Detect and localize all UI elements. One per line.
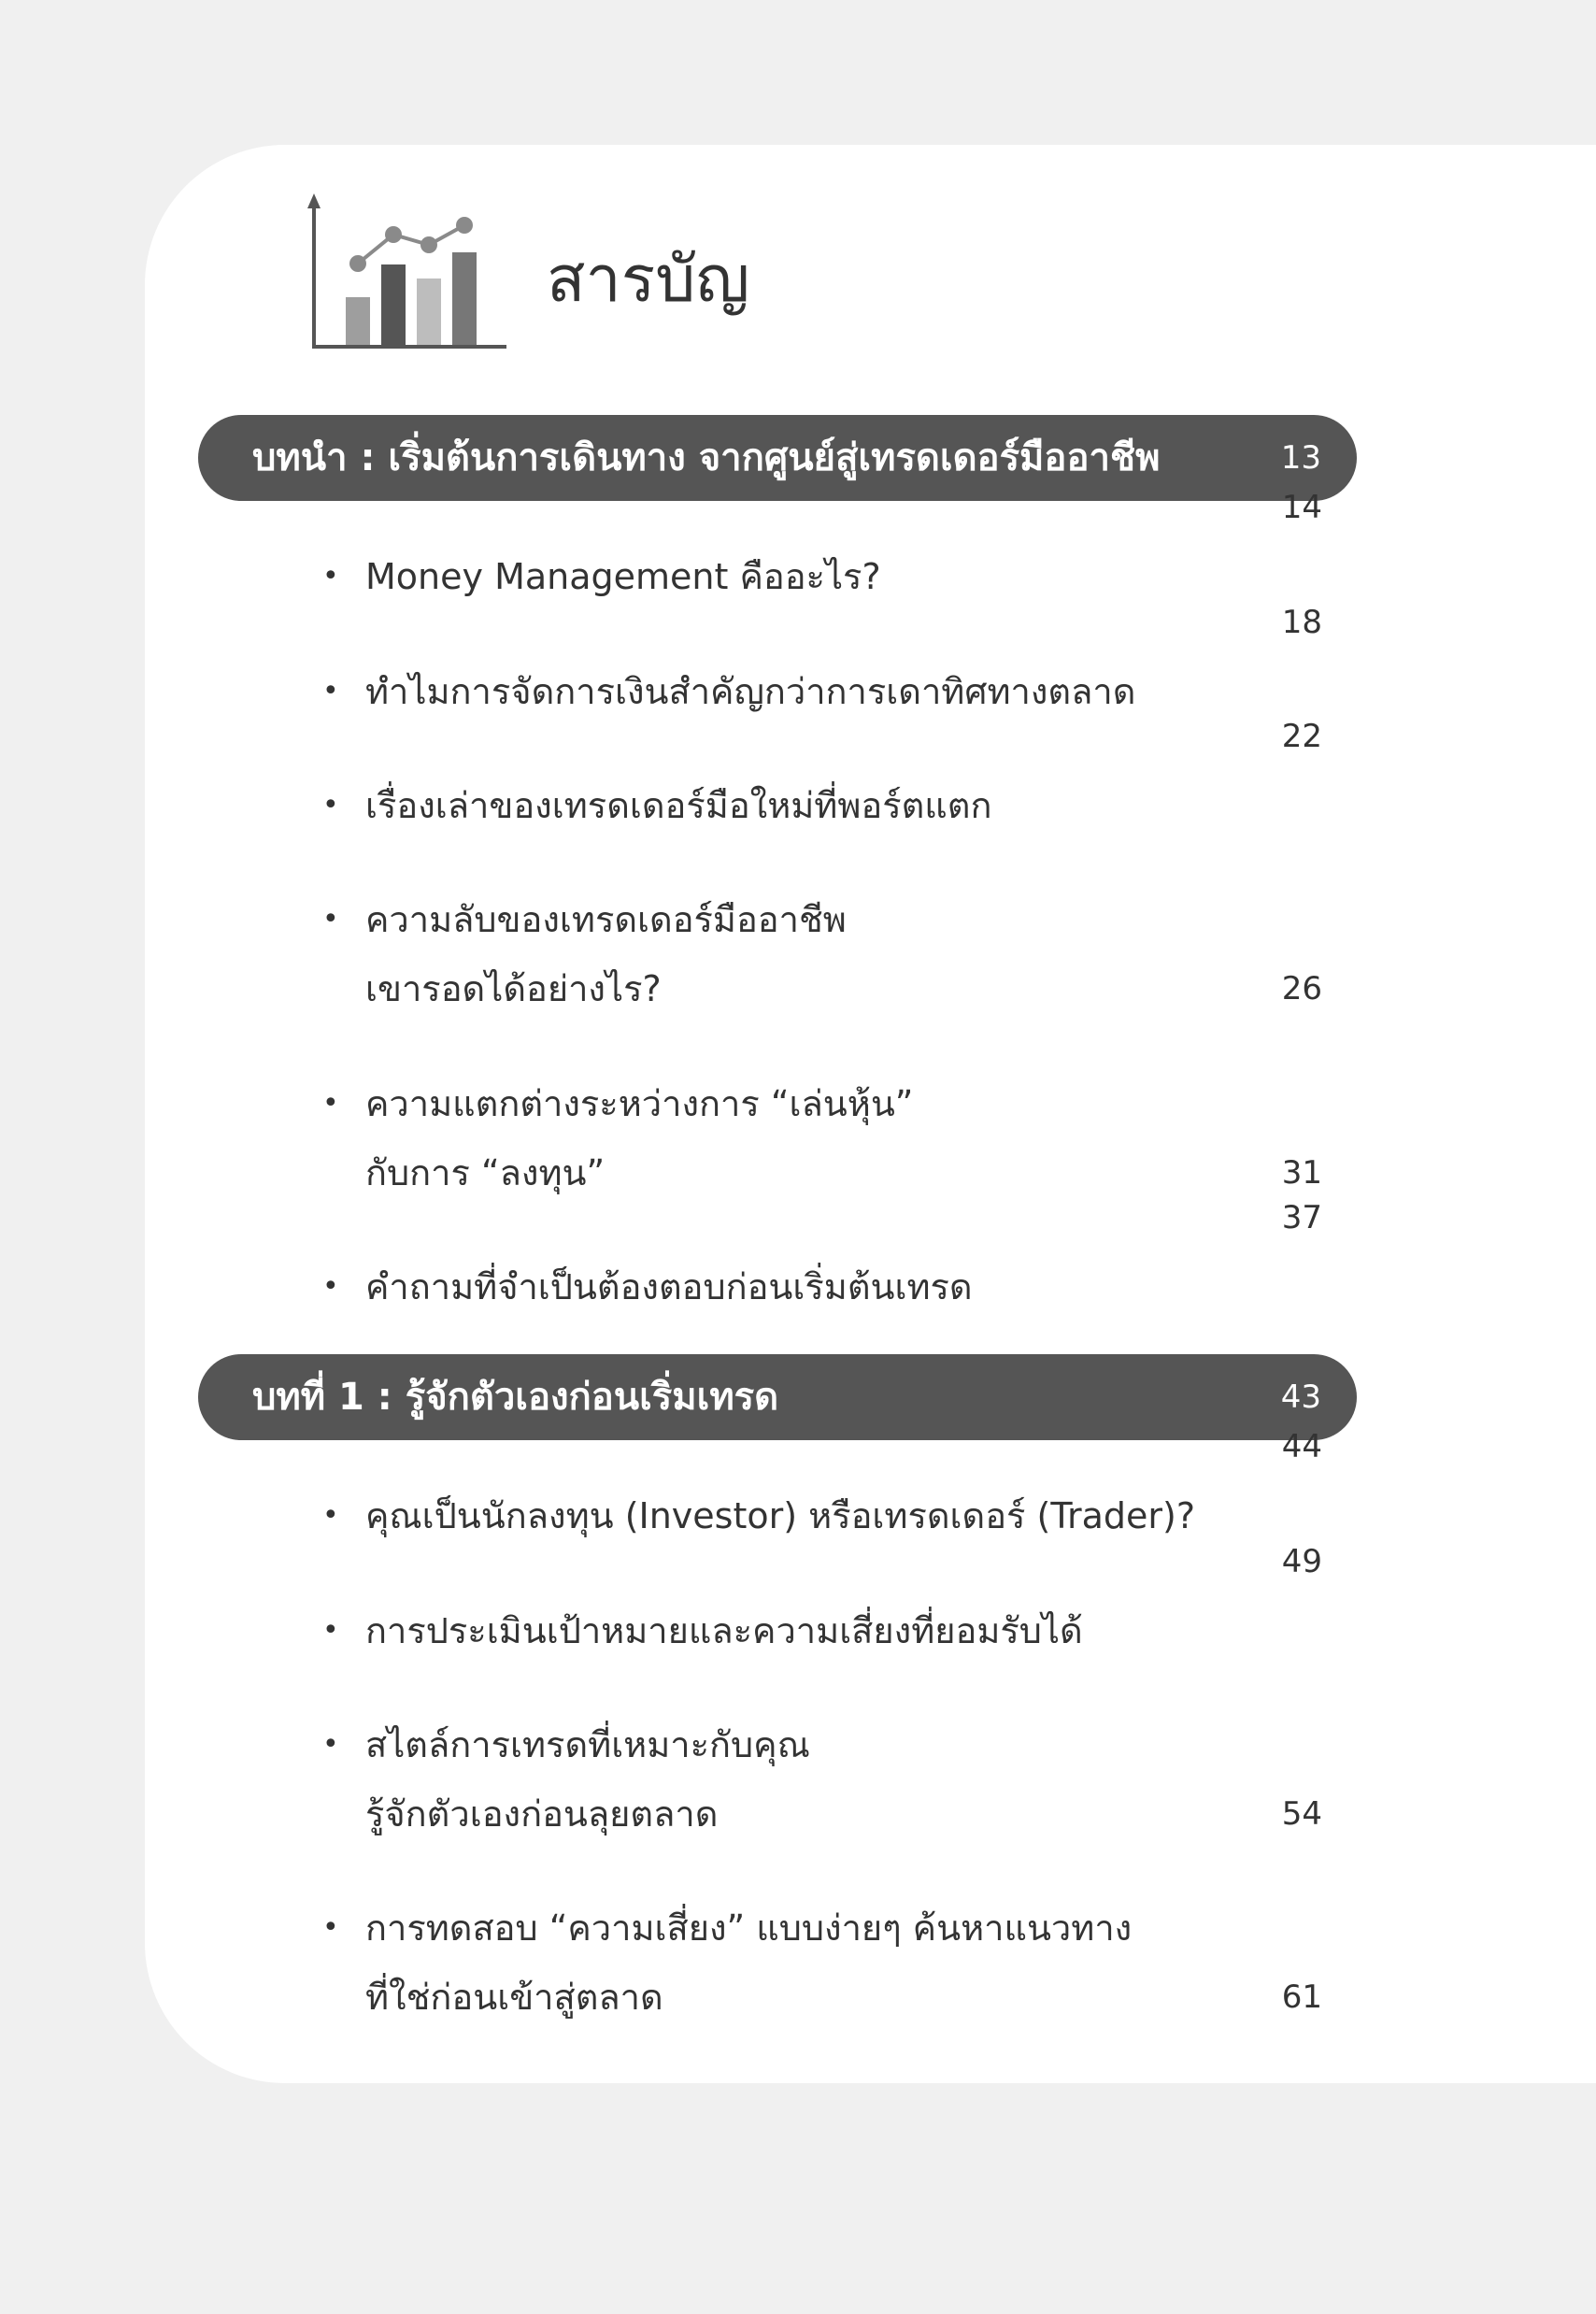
toc-page-number: 44 — [1281, 1428, 1322, 1465]
bullet-icon: • — [322, 1728, 339, 1761]
bullet-icon: • — [322, 675, 339, 707]
chapter-page-number: 13 — [1280, 439, 1321, 477]
chapter-page-number: 43 — [1280, 1378, 1321, 1416]
toc-entry-text: ความลับของเทรดเดอร์มืออาชีพ เขารอดได้อย่างไร? — [365, 899, 847, 1009]
toc-page-number: 54 — [1281, 1795, 1322, 1833]
bullet-icon: • — [322, 1499, 339, 1532]
toc-page-number: 37 — [1281, 1199, 1322, 1236]
toc-page-number: 31 — [1281, 1154, 1322, 1192]
toc-page-number: 22 — [1281, 718, 1322, 755]
toc-entry-text: คำถามที่จำเป็นต้องตอบก่อนเริ่มต้นเทรด — [365, 1266, 973, 1307]
toc-entry-text: คุณเป็นนักลงทุน (Investor) หรือเทรดเดอร์ (Trader)? — [365, 1495, 1196, 1536]
toc-entry-text: ทำไมการจัดการเงินสำคัญกว่าการเดาทิศทางตลาด — [365, 671, 1136, 712]
toc-entry-text: การประเมินเป้าหมายและความเสี่ยงที่ยอมรับได้ — [365, 1610, 1083, 1651]
toc-entry-text: การทดสอบ “ความเสี่ยง” แบบง่ายๆ ค้นหาแนวทาง ที่ใช่ก่อนเข้าสู่ตลาด — [365, 1907, 1133, 2018]
bullet-icon: • — [322, 789, 339, 821]
bullet-icon: • — [322, 1270, 339, 1303]
toc-page-number: 61 — [1281, 1978, 1322, 2016]
bullet-icon: • — [322, 560, 339, 593]
chapter-title: บทที่ 1 : รู้จักตัวเองก่อนเริ่มเทรด — [252, 1376, 779, 1419]
bullet-icon: • — [322, 903, 339, 936]
chapter-title: บทนำ : เริ่มต้นการเดินทาง จากศูนย์สู่เทรดเดอร์มืออาชีพ — [252, 436, 1161, 479]
toc-page-number: 14 — [1281, 489, 1322, 526]
bullet-icon: • — [322, 1911, 339, 1944]
bullet-icon: • — [322, 1087, 339, 1120]
chapter-header-intro[interactable] — [198, 415, 1357, 501]
toc-entry-text: เรื่องเล่าของเทรดเดอร์มือใหม่ที่พอร์ตแตก — [365, 785, 992, 826]
bar-chart-growth-icon — [299, 192, 509, 360]
chapter-header-1[interactable] — [198, 1354, 1357, 1440]
toc-page-number: 26 — [1281, 970, 1322, 1007]
toc-page-number: 49 — [1281, 1543, 1322, 1580]
bullet-icon: • — [322, 1614, 339, 1647]
toc-entry-text: ความแตกต่างระหว่างการ “เล่นหุ้น” กับการ “ลงทุน” — [365, 1083, 914, 1193]
toc-entry-text: Money Management คืออะไร? — [365, 556, 881, 597]
toc-page-number: 18 — [1281, 604, 1322, 641]
page-title: สารบัญ — [547, 243, 750, 317]
toc-entry-text: สไตล์การเทรดที่เหมาะกับคุณ รู้จักตัวเองก่อนลุยตลาด — [365, 1724, 810, 1835]
